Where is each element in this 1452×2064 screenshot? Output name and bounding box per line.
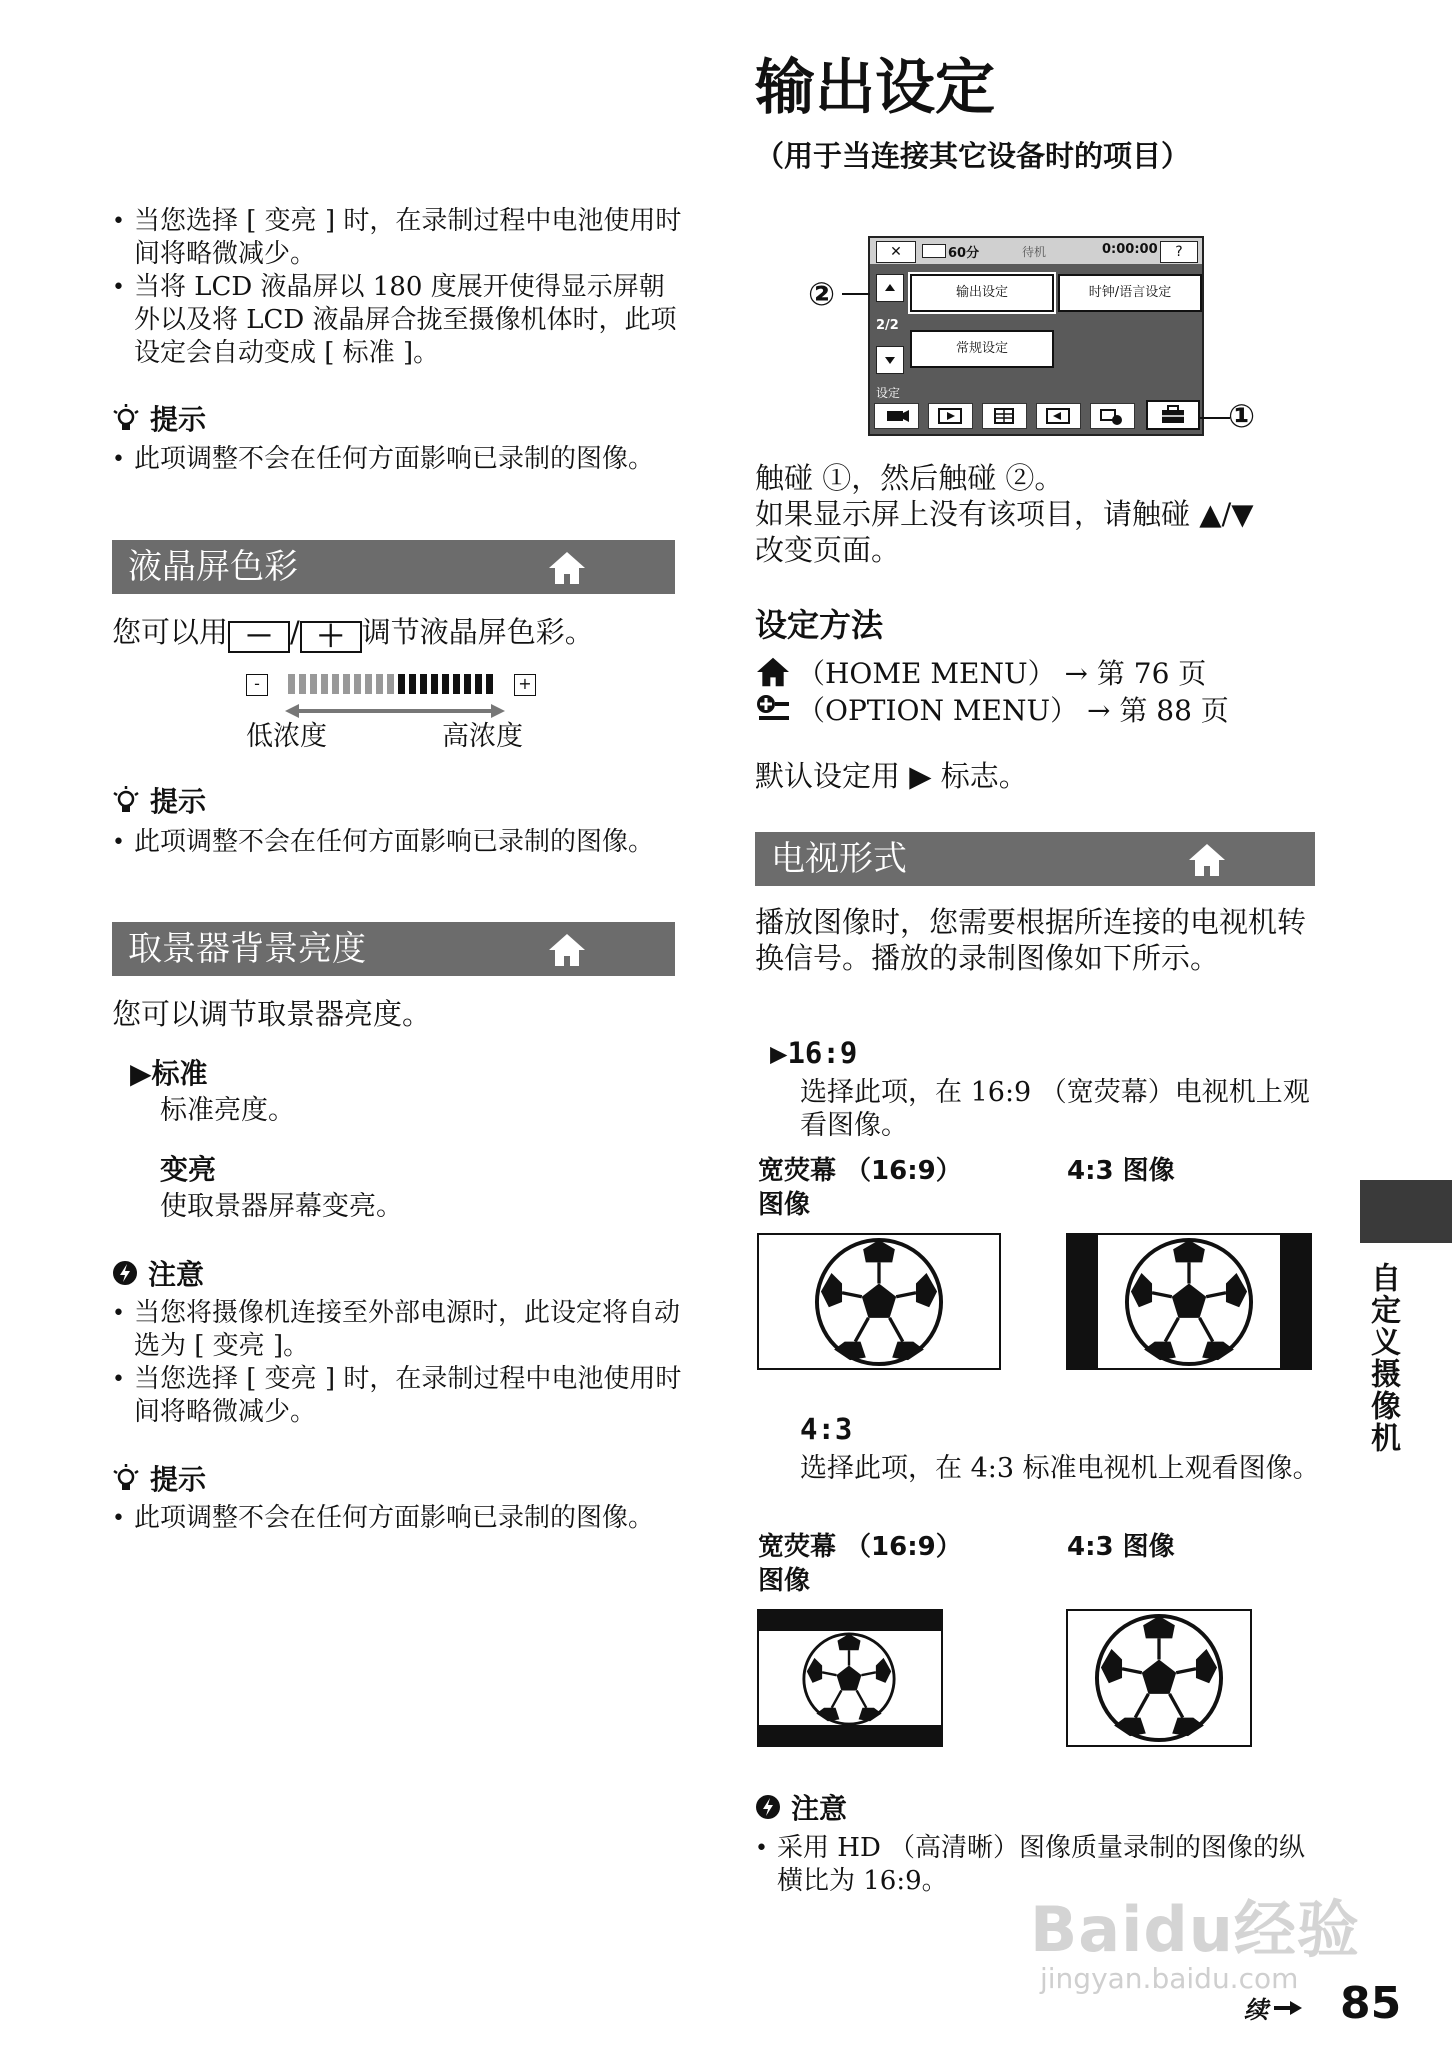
battery-remaining: 60分 [948, 246, 980, 261]
tv-format-desc: 播放图像时，您需要根据所连接的电视机转换信号。播放的录制图像如下所示。 [755, 905, 1307, 975]
caution-icon [112, 1260, 138, 1286]
timecode: 0:00:00 [1102, 242, 1158, 257]
play-icon [929, 404, 972, 428]
slider-segment [299, 674, 306, 694]
option-desc: 使取景器屏幕变亮。 [160, 1191, 403, 1222]
option-16-9-title: ▶16:9 [770, 1036, 858, 1070]
caption-43: 4:3 图像 [1067, 1532, 1175, 1562]
pillarbox-image [1066, 1233, 1312, 1370]
slider-segment [354, 674, 361, 694]
slider-segment [453, 674, 460, 694]
tip-heading [112, 780, 206, 820]
callout-2: ② [808, 275, 836, 313]
option-title: 标准 [151, 1057, 208, 1090]
slider-segment [332, 674, 339, 694]
slider-segment [431, 674, 438, 694]
section-header-lcd-color [112, 540, 675, 594]
note-title: 注意 [791, 1792, 848, 1825]
tab-camera[interactable] [874, 403, 919, 429]
continued-marker [1244, 1990, 1302, 2025]
slider-segment [365, 674, 372, 694]
soccer-ball-icon [813, 1236, 945, 1368]
callout-1: ① [1228, 397, 1256, 435]
section-header-tv-format [755, 832, 1315, 886]
page-indicator: 2/2 [876, 318, 899, 333]
slider-segment [486, 674, 493, 694]
letterbox-image [757, 1609, 943, 1747]
soccer-ball-icon [1093, 1612, 1225, 1744]
tip-title: 提示 [150, 403, 207, 436]
slider-plus-icon: + [514, 674, 536, 696]
method-home-line [755, 652, 1206, 692]
intro-bullets [112, 205, 682, 370]
option-4-3-desc: 选择此项，在 4:3 标准电视机上观看图像。 [800, 1453, 1320, 1484]
close-icon[interactable]: ✕ [876, 241, 916, 263]
edit-icon [1037, 404, 1080, 428]
general-settings-button[interactable]: 常规设定 [910, 330, 1054, 368]
caption-wide-line1: 宽荧幕 （16:9） [758, 1532, 962, 1562]
list-item: • 当您选择 [ 变亮 ] 时，在录制过程中电池使用时间将略微减少。 [112, 205, 682, 271]
tab-print[interactable] [1090, 403, 1135, 429]
home-menu-icon [755, 656, 791, 688]
slider-segment [398, 674, 405, 694]
page-subtitle: （用于当连接其它设备时的项目） [755, 139, 1191, 173]
note-title: 注意 [148, 1258, 205, 1291]
print-icon [1091, 404, 1134, 428]
lightbulb-icon [112, 403, 140, 433]
slider-segment [310, 674, 317, 694]
section-title: 取景器背景亮度 [128, 929, 366, 969]
fullscreen-43-image [1066, 1609, 1252, 1747]
home-icon [547, 550, 587, 586]
tip-list [112, 826, 682, 859]
side-tab-label: 自定义摄像机 [1365, 1262, 1400, 1454]
vf-desc: 您可以调节取景器亮度。 [112, 997, 432, 1031]
slider-segment [409, 674, 416, 694]
slider-segment [475, 674, 482, 694]
list-icon [983, 404, 1026, 428]
soccer-ball-icon [1123, 1236, 1255, 1368]
list-item: • 此项调整不会在任何方面影响已录制的图像。 [112, 1502, 682, 1535]
note-list [112, 1297, 682, 1429]
caution-icon [755, 1794, 781, 1820]
letterbox-bar-top [759, 1611, 941, 1631]
tip-title: 提示 [150, 1463, 207, 1496]
desc-prefix: 您可以用 [112, 615, 229, 649]
slash: / [290, 615, 300, 649]
desc-suffix: 调节液晶屏色彩。 [361, 615, 594, 649]
scroll-down-button[interactable] [876, 346, 904, 374]
instruction-text [755, 460, 1254, 568]
page-number: 85 [1340, 1978, 1402, 2029]
pillar-bar-right [1280, 1235, 1310, 1368]
minus-button[interactable]: － [228, 621, 290, 653]
list-item: • 当将 LCD 液晶屏以 180 度展开使得显示屏朝外以及将 LCD 液晶屏合拢至摄像机体时，此项设定会自动变成 [ 标准 ]。 [112, 271, 682, 370]
slider-segment [288, 674, 295, 694]
home-icon [547, 932, 587, 968]
tab-settings[interactable] [1146, 400, 1200, 430]
lightbulb-icon [112, 1463, 140, 1493]
soccer-ball-icon [801, 1631, 897, 1727]
settings-section-label: 设定 [876, 386, 901, 400]
tip-heading [112, 398, 206, 438]
slider-segment [442, 674, 449, 694]
section-title: 液晶屏色彩 [128, 547, 298, 587]
battery-icon [922, 244, 946, 258]
list-item: • 采用 HD （高清晰）图像质量录制的图像的纵横比为 16:9。 [755, 1832, 1315, 1898]
option-standard [130, 1052, 208, 1092]
section-header-vf-brightness [112, 922, 675, 976]
status-text: 待机 [1022, 245, 1047, 259]
caption-43: 4:3 图像 [1067, 1156, 1175, 1186]
slider-segment [321, 674, 328, 694]
caption-wide-line1: 宽荧幕 （16:9） [758, 1156, 962, 1186]
method-option-text: （OPTION MENU） → 第 88 页 [797, 694, 1229, 727]
method-home-text: （HOME MENU） → 第 76 页 [797, 657, 1207, 690]
instruction-line: 触碰 ①，然后触碰 ②。 [755, 461, 1064, 495]
option-menu-icon [755, 693, 791, 725]
default-note: 默认设定用 ▶ 标志。 [755, 759, 1028, 793]
option-16-9-desc: 选择此项，在 16:9 （宽荧幕）电视机上观看图像。 [800, 1077, 1310, 1141]
arrow-down-icon [877, 347, 903, 373]
tip-title: 提示 [150, 785, 207, 818]
tip-heading [112, 1458, 206, 1498]
home-icon [1187, 842, 1227, 878]
help-icon[interactable]: ? [1160, 241, 1198, 263]
option-desc: 标准亮度。 [160, 1095, 295, 1126]
color-slider [246, 672, 546, 700]
lcd-color-desc [112, 616, 594, 653]
note-heading [112, 1253, 204, 1293]
page-title: 输出设定 [755, 53, 995, 123]
caption-wide-line2: 图像 [758, 1566, 811, 1596]
note-heading [755, 1787, 847, 1827]
letterbox-bar-bottom [759, 1725, 941, 1745]
slider-segment [376, 674, 383, 694]
double-arrow-icon [285, 703, 505, 719]
slider-segment [420, 674, 427, 694]
option-4-3-title: 4:3 [800, 1412, 853, 1446]
tab-playback[interactable] [928, 403, 973, 429]
tip-list [112, 1502, 682, 1535]
list-item: • 当您选择 [ 变亮 ] 时，在录制过程中电池使用时间将略微减少。 [112, 1363, 682, 1429]
list-item: • 此项调整不会在任何方面影响已录制的图像。 [112, 826, 682, 859]
language-label: 语言设定 [1119, 285, 1172, 300]
default-marker: ▶ [130, 1057, 152, 1090]
caption-wide [758, 1154, 962, 1222]
lightbulb-icon [112, 785, 140, 815]
pillar-bar-left [1068, 1235, 1098, 1368]
slider-segment [343, 674, 350, 694]
side-tab-marker [1360, 1180, 1452, 1243]
high-label: 高浓度 [442, 721, 523, 752]
camera-icon [875, 404, 918, 428]
slider-segment [387, 674, 394, 694]
low-label: 低浓度 [246, 721, 327, 752]
continued-label: 续 [1244, 1995, 1268, 2024]
tip-list [112, 443, 682, 476]
plus-button[interactable]: ＋ [300, 621, 362, 653]
slider-minus-icon: - [246, 674, 268, 696]
toolbox-icon [1148, 402, 1198, 428]
instruction-line: 如果显示屏上没有该项目，请触碰 ▲/▼ [755, 497, 1254, 531]
clock-language-button[interactable] [1058, 274, 1202, 312]
option-title: 变亮 [160, 1153, 217, 1186]
tab-list[interactable] [982, 403, 1027, 429]
scroll-up-button[interactable] [876, 274, 904, 302]
watermark-logo: Baidu经验 [1030, 1893, 1360, 1966]
output-settings-button[interactable]: 输出设定 [910, 274, 1054, 312]
method-title: 设定方法 [755, 606, 884, 644]
list-item: • 此项调整不会在任何方面影响已录制的图像。 [112, 443, 682, 476]
clock-label: 时钟/ [1088, 285, 1120, 300]
slider-track [288, 674, 498, 696]
caption-wide [758, 1530, 962, 1598]
caption-wide-line2: 图像 [758, 1190, 811, 1220]
tab-edit[interactable] [1036, 403, 1081, 429]
widescreen-full-image [757, 1233, 1001, 1370]
method-option-line [755, 689, 1229, 729]
section-title: 电视形式 [771, 839, 907, 879]
slider-segment [464, 674, 471, 694]
instruction-line: 改变页面。 [755, 533, 901, 567]
arrow-right-icon [1272, 1999, 1302, 2017]
list-item: • 当您将摄像机连接至外部电源时，此设定将自动选为 [ 变亮 ]。 [112, 1297, 682, 1363]
arrow-up-icon [877, 275, 903, 301]
watermark-url: jingyan.baidu.com [1040, 1962, 1299, 1995]
